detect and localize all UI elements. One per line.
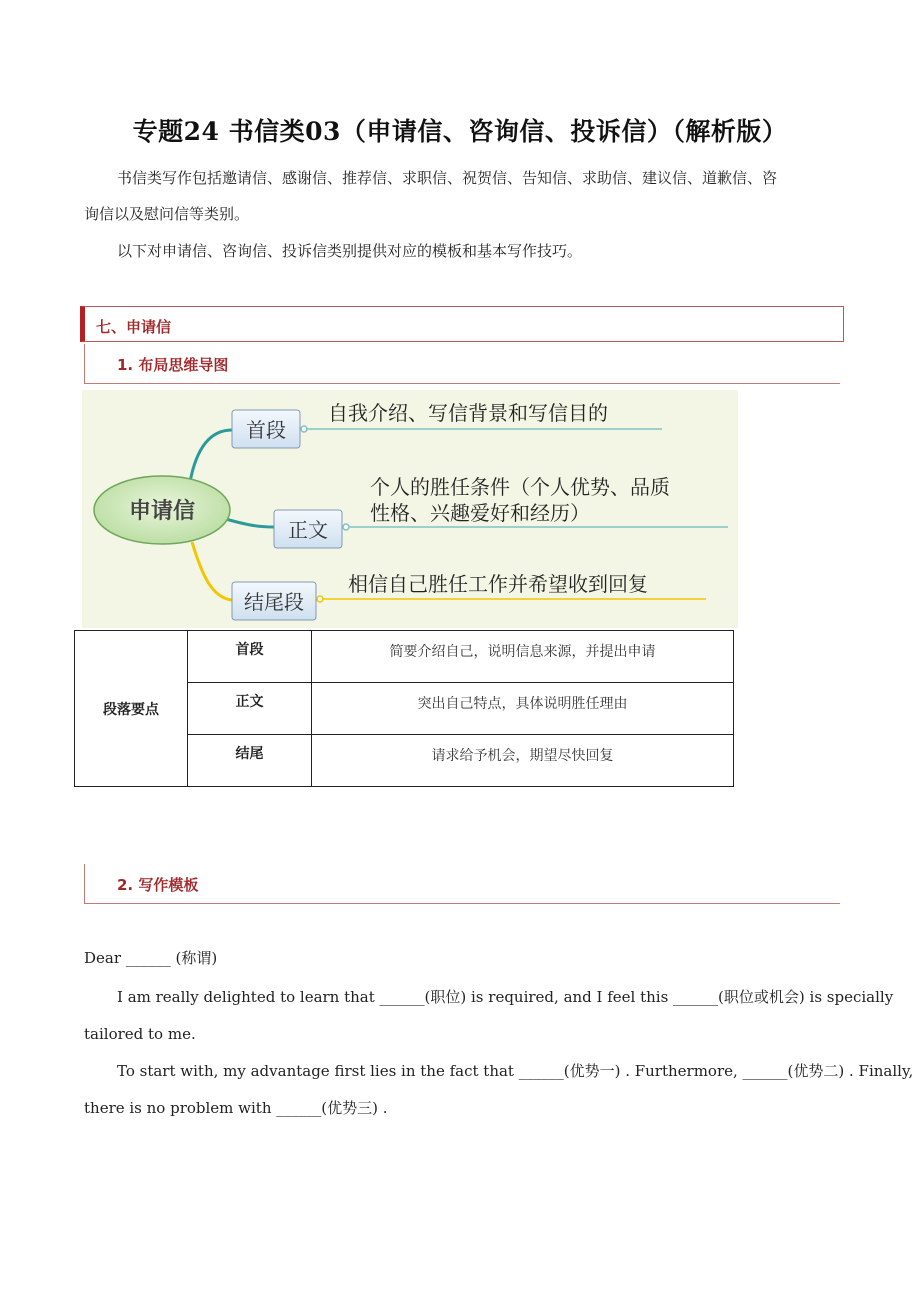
branch-body-text-1: 个人的胜任条件（个人优势、品质 <box>370 475 670 499</box>
sub-heading-rule-2 <box>84 903 840 904</box>
row-key-closing: 结尾 <box>188 735 312 787</box>
table-row <box>75 631 734 683</box>
mind-map <box>82 390 738 628</box>
row-value-closing: 请求给予机会，期望尽快回复 <box>312 735 734 787</box>
sub-heading-bar <box>84 344 85 384</box>
branch-closing-text: 相信自己胜任工作并希望收到回复 <box>348 572 648 596</box>
template-salutation: Dear ______ (称谓) <box>84 949 218 967</box>
branch-first-text: 自我介绍、写信背景和写信目的 <box>328 401 608 425</box>
node-first-paragraph <box>232 401 608 448</box>
center-node <box>94 476 230 544</box>
template-line-5: there is no problem with ______(优势三) . <box>84 1099 388 1117</box>
intro-line-3: 以下对申请信、咨询信、投诉信类别提供对应的模板和基本写作技巧。 <box>117 242 583 260</box>
intro-line-1: 书信类写作包括邀请信、感谢信、推荐信、求职信、祝贺信、告知信、求助信、建议信、道歉信、咨 <box>117 169 778 187</box>
template-line-2: I am really delighted to learn that ______(职位) is required, and I feel this ______(职位或机会) is specially <box>117 988 894 1006</box>
sub-heading-rule <box>84 383 840 384</box>
sub-heading-mindmap: 1. 布局思维导图 <box>117 356 229 374</box>
section-title: 七、申请信 <box>96 318 172 336</box>
template-line-3: tailored to me. <box>84 1025 196 1043</box>
intro-line-2: 询信以及慰问信等类别。 <box>84 205 250 223</box>
template-line-4: To start with, my advantage first lies in the fact that ______(优势一) . Furthermore, ______(优势二) . Finally, <box>117 1062 914 1080</box>
paragraph-points-table <box>74 630 734 787</box>
branch-body-text-2: 性格、兴趣爱好和经历） <box>370 501 590 525</box>
node-closing-label: 结尾段 <box>244 590 304 614</box>
row-key-body: 正文 <box>188 683 312 735</box>
page-title: 专题24 书信类03（申请信、咨询信、投诉信）（解析版） <box>132 117 788 146</box>
table-head-cell: 段落要点 <box>75 631 188 787</box>
node-closing <box>232 572 648 620</box>
row-key-first: 首段 <box>188 631 312 683</box>
node-first-label: 首段 <box>246 418 286 442</box>
node-body-label: 正文 <box>288 518 328 542</box>
row-value-first: 简要介绍自己，说明信息来源，并提出申请 <box>312 631 734 683</box>
section-header-box <box>80 306 844 342</box>
node-body <box>274 475 670 548</box>
sub-heading-template: 2. 写作模板 <box>117 876 199 894</box>
sub-heading-bar-2 <box>84 864 85 904</box>
row-value-body: 突出自己特点，具体说明胜任理由 <box>312 683 734 735</box>
center-node-label: 申请信 <box>128 499 196 524</box>
